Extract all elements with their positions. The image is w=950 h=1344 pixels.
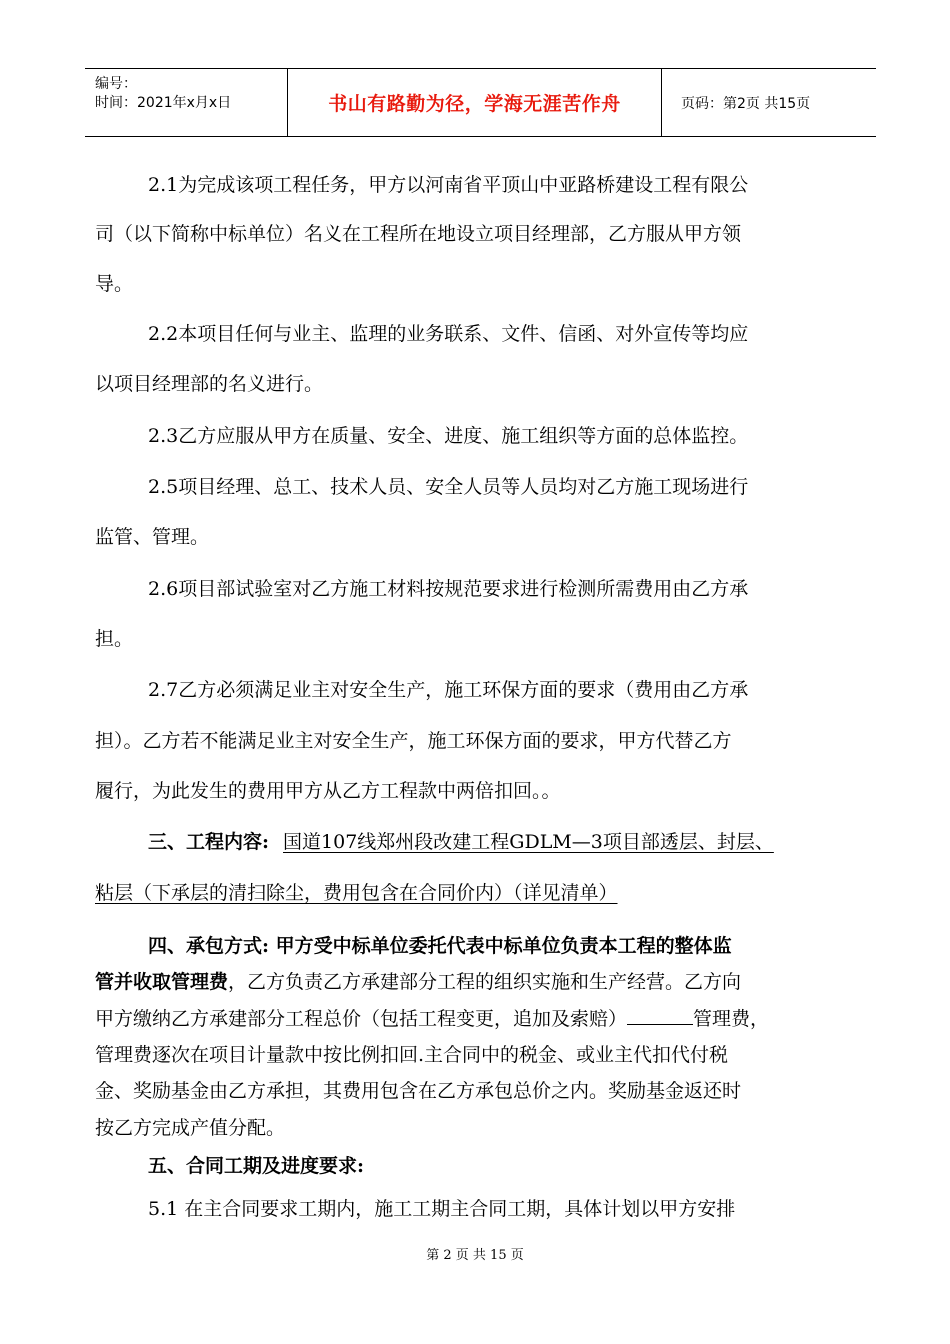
page-footer: 第 2 页 共 15 页 bbox=[426, 1248, 524, 1263]
clause-2-6-line-2: 担。 bbox=[95, 628, 134, 650]
time-label: 时间：2021年x月x日 bbox=[95, 95, 232, 111]
section-3-content: 国道107线郑州段改建工程GDLM—3项目部透层、封层、 bbox=[283, 831, 774, 853]
clause-2-1-line-3: 导。 bbox=[95, 273, 134, 295]
section-4-line-5: 金、奖励基金由乙方承担，其费用包含在乙方承包总价之内。奖励基金返还时 bbox=[95, 1080, 742, 1102]
clause-2-1-line-2: 司（以下简称中标单位）名义在工程所在地设立项目经理部，乙方服从甲方领 bbox=[95, 223, 742, 245]
section-4-bold-fragment: 管并收取管理费 bbox=[95, 971, 229, 993]
header-motto: 书山有路勤为径，学海无涯苦作舟 bbox=[287, 69, 662, 136]
header-table bbox=[85, 68, 876, 137]
clause-5-1: 5.1 在主合同要求工期内，施工工期主合同工期，具体计划以甲方安排 bbox=[148, 1198, 736, 1220]
section-4-fee-text: 甲方缴纳乙方承建部分工程总价（包括工程变更，追加及索赔） bbox=[95, 1008, 628, 1030]
clause-2-2-line-1: 2.2本项目任何与业主、监理的业务联系、文件、信函、对外宣传等均应 bbox=[148, 323, 749, 345]
clause-2-2-line-2: 以项目经理部的名义进行。 bbox=[95, 373, 324, 395]
clause-2-7-line-3: 履行，为此发生的费用甲方从乙方工程款中两倍扣回。。 bbox=[95, 780, 561, 802]
fee-blank-field bbox=[627, 1006, 693, 1025]
section-3-line-1 bbox=[148, 830, 774, 854]
section-4-line-3 bbox=[95, 1006, 769, 1031]
header-meta-cell bbox=[85, 69, 286, 136]
serial-label: 编号： bbox=[95, 76, 137, 92]
section-3-title: 三、工程内容: bbox=[148, 831, 270, 853]
clause-2-5-line-2: 监管、管理。 bbox=[95, 526, 210, 548]
clause-2-7-line-1: 2.7乙方必须满足业主对安全生产，施工环保方面的要求（费用由乙方承 bbox=[148, 679, 749, 701]
section-4-fee-suffix: 管理费， bbox=[693, 1008, 770, 1030]
clause-2-1-line-1: 2.1为完成该项工程任务，甲方以河南省平顶山中亚路桥建设工程有限公 bbox=[148, 174, 749, 196]
section-4-line-6: 按乙方完成产值分配。 bbox=[95, 1117, 286, 1139]
clause-2-5-line-1: 2.5项目经理、总工、技术人员、安全人员等人员均对乙方施工现场进行 bbox=[148, 476, 749, 498]
section-3-line-2: 粘层（下承层的清扫除尘，费用包含在合同价内）（详见清单） bbox=[95, 882, 618, 904]
clause-2-7-line-2: 担）。乙方若不能满足业主对安全生产，施工环保方面的要求，甲方代替乙方 bbox=[95, 730, 732, 752]
header-page-label bbox=[671, 69, 876, 136]
section-4-line-4: 管理费逐次在项目计量款中按比例扣回.主合同中的税金、或业主代扣代付税 bbox=[95, 1044, 729, 1066]
section-4-rest: ，乙方负责乙方承建部分工程的组织实施和生产经营。乙方向 bbox=[228, 971, 742, 993]
section-4-line-2 bbox=[95, 970, 741, 994]
section-5-title: 五、合同工期及进度要求: bbox=[148, 1155, 365, 1177]
section-4-line-1: 四、承包方式: 甲方受中标单位委托代表中标单位负责本工程的整体监 bbox=[148, 935, 732, 957]
clause-2-3: 2.3乙方应服从甲方在质量、安全、进度、施工组织等方面的总体监控。 bbox=[148, 425, 749, 447]
clause-2-6-line-1: 2.6项目部试验室对乙方施工材料按规范要求进行检测所需费用由乙方承 bbox=[148, 578, 749, 600]
page-label-text: 页码：第2页 共15页 bbox=[681, 95, 811, 112]
